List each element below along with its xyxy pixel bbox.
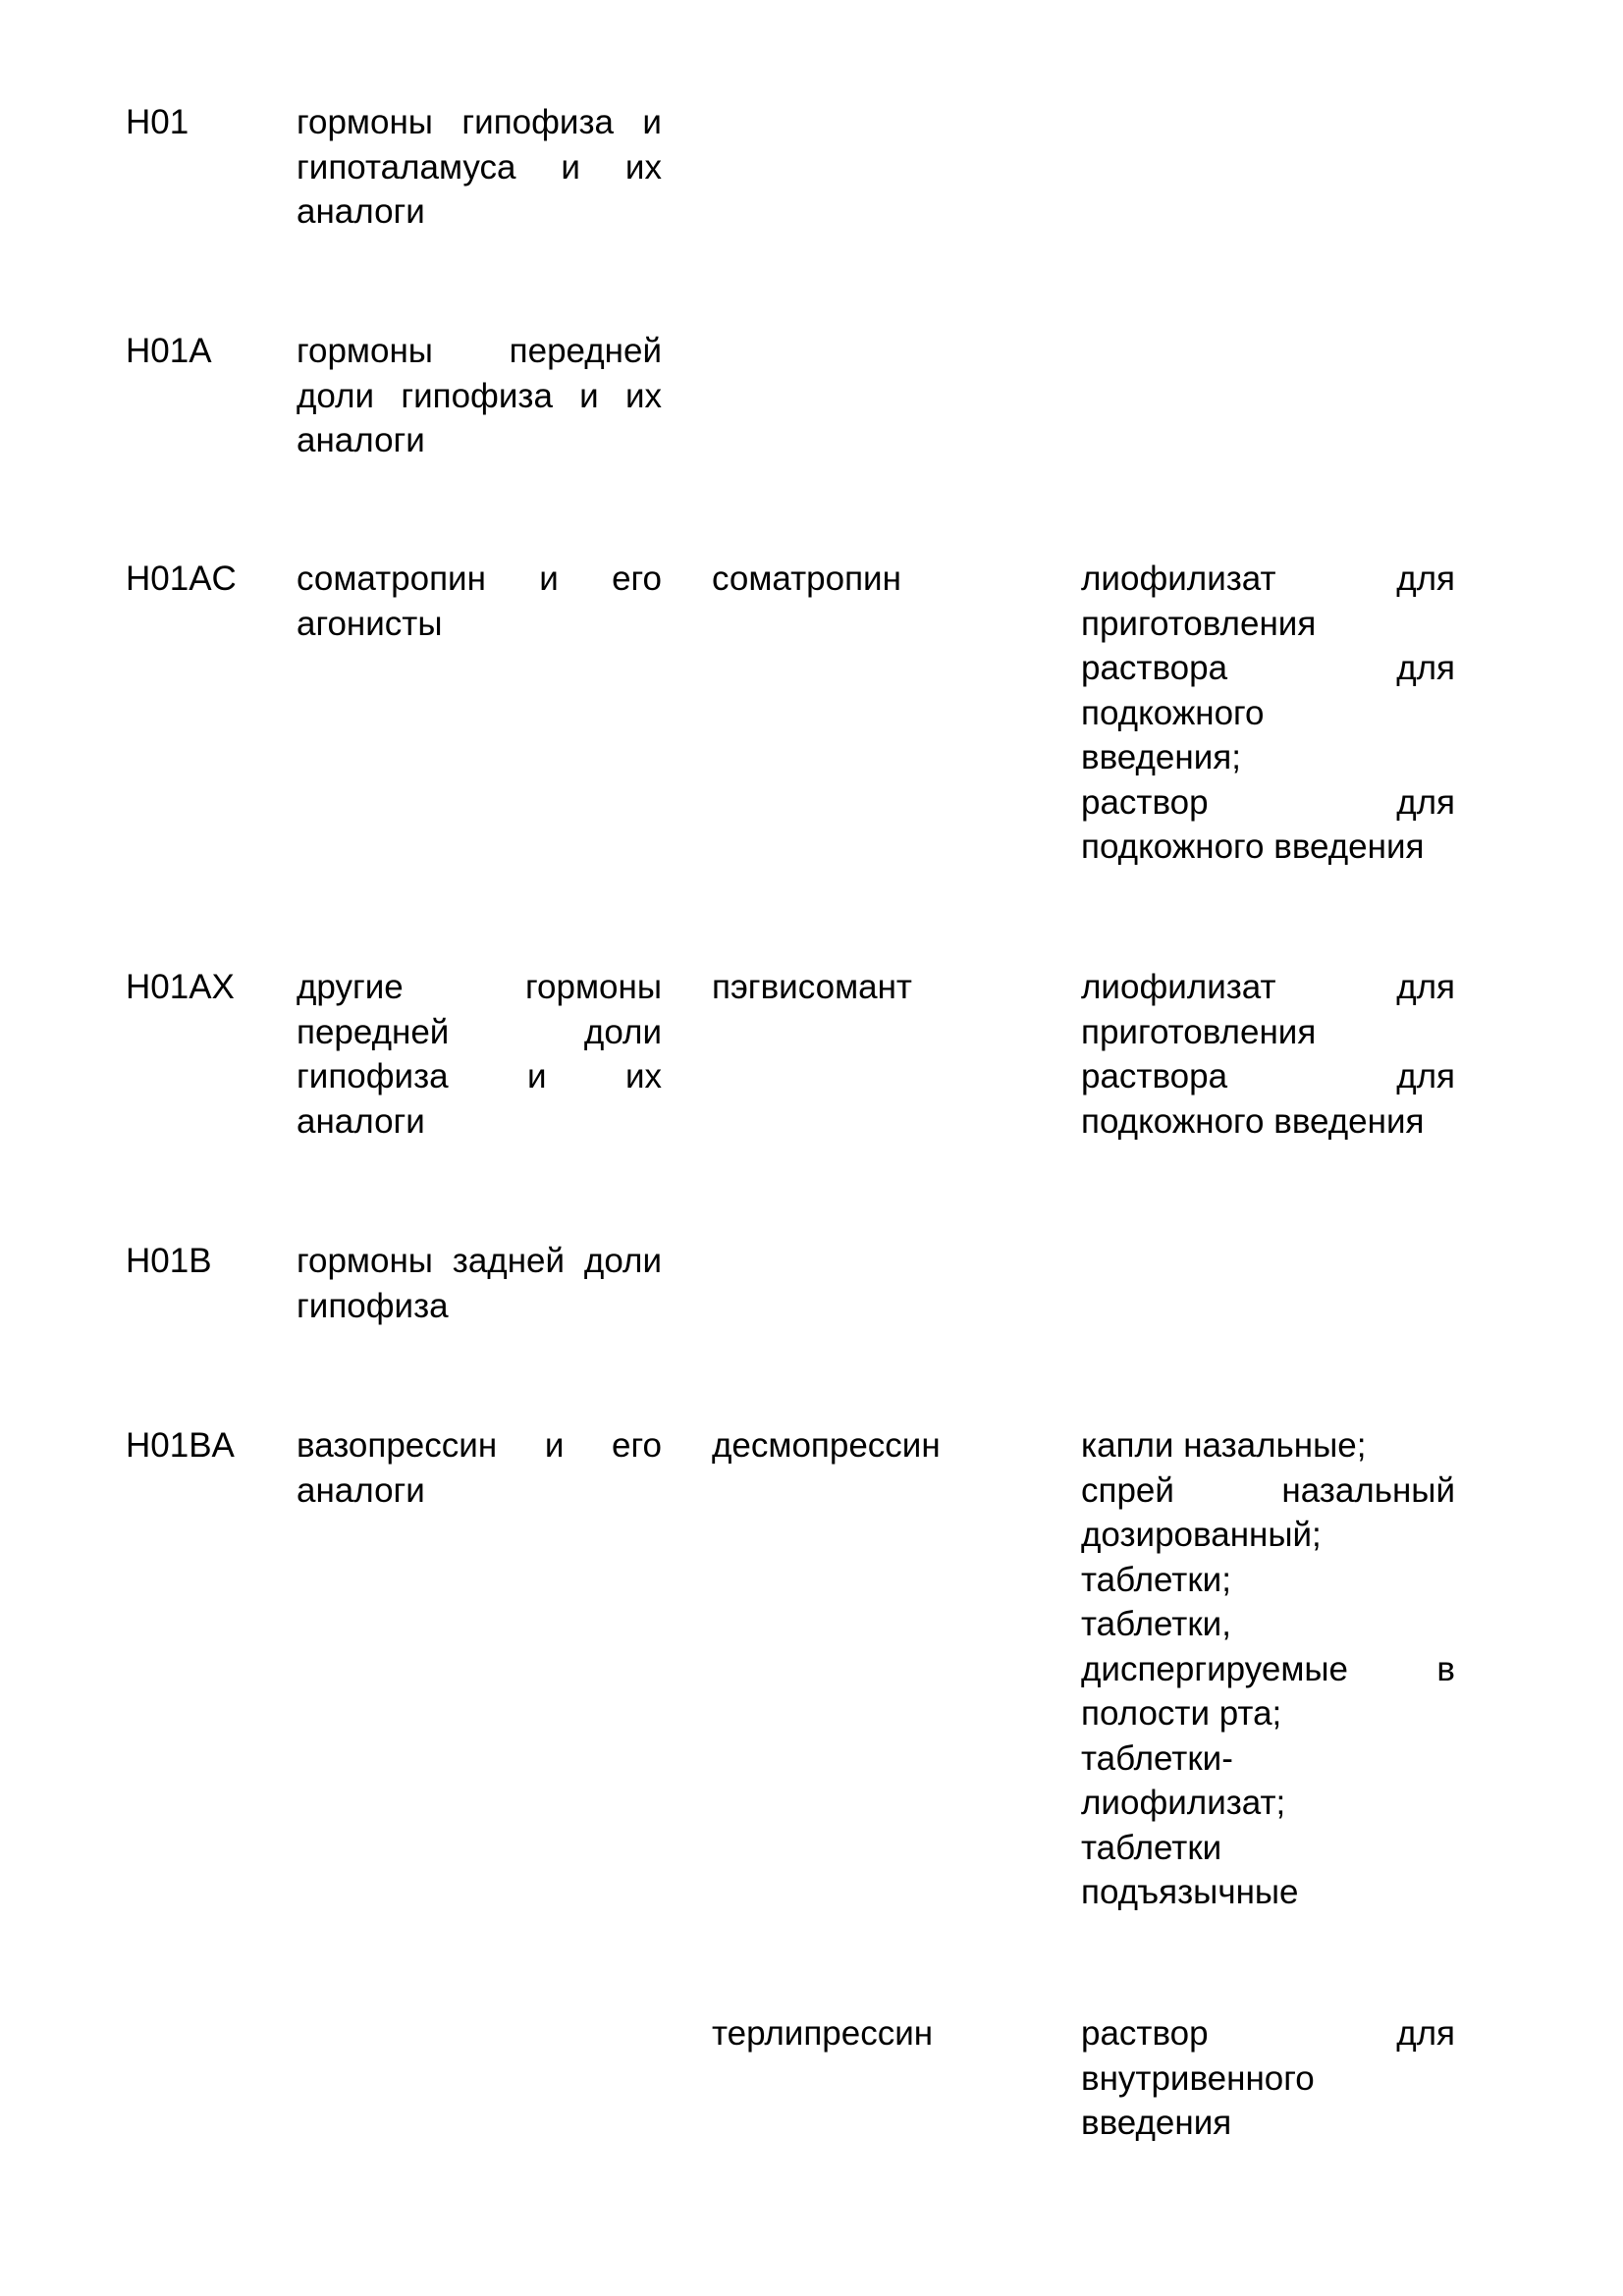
drug-name: пэгвисомант bbox=[712, 968, 912, 1006]
atc-group-name: гормоны гипофиза и гипоталамуса и их аналоги bbox=[297, 103, 662, 231]
dosage-forms: лиофилизат для приготовления раствора для подкожного введения bbox=[1081, 968, 1455, 1141]
drug-name: соматропин bbox=[712, 560, 901, 598]
atc-code: H01AC bbox=[126, 560, 237, 598]
drug-name: терлипрессин bbox=[712, 2014, 934, 2053]
atc-code: H01B bbox=[126, 1242, 212, 1280]
dosage-forms: лиофилизат для приготовления раствора для подкожного введения; раствор для подкожного введения bbox=[1081, 560, 1455, 866]
atc-group-name: соматропин и его агонисты bbox=[297, 560, 662, 643]
atc-code: H01AX bbox=[126, 968, 235, 1006]
atc-group-name: гормоны задней доли гипофиза bbox=[297, 1242, 662, 1325]
dosage-forms: раствор для внутривенного введения bbox=[1081, 2014, 1455, 2142]
drug-name: десмопрессин bbox=[712, 1426, 941, 1465]
atc-group-name: другие гормоны передней доли гипофиза и их аналоги bbox=[297, 968, 662, 1141]
atc-code: H01 bbox=[126, 103, 189, 141]
atc-group-name: вазопрессин и его аналоги bbox=[297, 1426, 662, 1510]
atc-group-name: гормоны передней доли гипофиза и их аналоги bbox=[297, 332, 662, 459]
atc-code: H01A bbox=[126, 332, 212, 370]
atc-code: H01BA bbox=[126, 1426, 235, 1465]
dosage-forms: капли назальные; спрей назальный дозированный; таблетки; таблетки, диспергируемые в полости рта; таблетки- лиофилизат; таблетки подъязычные bbox=[1081, 1426, 1455, 1911]
